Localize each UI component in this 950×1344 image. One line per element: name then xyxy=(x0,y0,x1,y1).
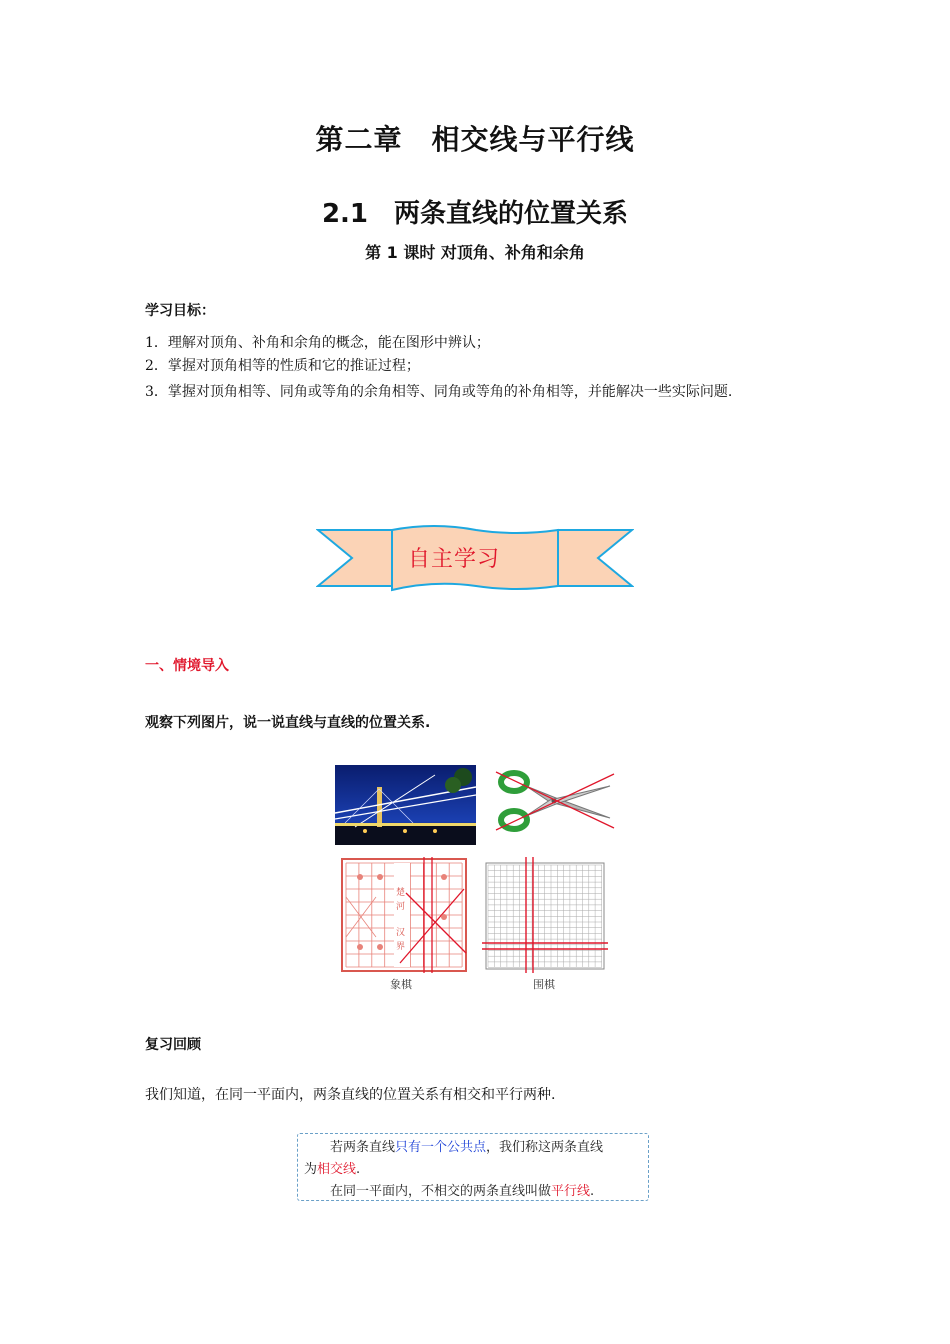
bridge-photo xyxy=(335,765,476,845)
section-one-heading: 一、情境导入 xyxy=(145,658,229,674)
note-text: 若两条直线 xyxy=(330,1140,396,1155)
river-char-3: 汉 xyxy=(396,928,406,938)
note-text: . xyxy=(356,1162,361,1177)
note-text: 为 xyxy=(304,1162,318,1177)
scissors-icon xyxy=(490,768,616,834)
note-text: . xyxy=(590,1184,595,1199)
note-text: 在同一平面内，不相交的两条直线叫做 xyxy=(330,1184,552,1199)
note-line-2 xyxy=(304,1159,642,1181)
bridge-image-icon xyxy=(335,765,476,845)
chapter-title: 第二章 相交线与平行线 xyxy=(315,123,635,156)
chess-board-icon xyxy=(340,857,468,973)
objective-item-3: 3．掌握对顶角相等、同角或等角的余角相等、同角或等角的补角相等，并能解决一些实际问题. xyxy=(145,384,733,400)
river-char-2: 河 xyxy=(396,902,406,912)
definition-note-box xyxy=(297,1133,649,1201)
note-highlight-parallel: 平行线 xyxy=(551,1184,591,1199)
scissors-figure xyxy=(490,768,616,834)
chess-caption: 象棋 xyxy=(390,978,412,991)
note-highlight-intersecting: 相交线 xyxy=(317,1162,357,1177)
note-highlight-common-point: 只有一个公共点 xyxy=(395,1140,487,1155)
banner-text: 自主学习 xyxy=(408,547,501,572)
go-board xyxy=(482,857,608,973)
lesson-title: 第 1 课时 对顶角、补角和余角 xyxy=(365,243,585,262)
go-board-icon xyxy=(482,857,608,973)
observe-prompt: 观察下列图片，说一说直线与直线的位置关系. xyxy=(145,715,431,731)
note-text: ，我们称这两条直线 xyxy=(486,1140,604,1155)
river-char-4: 界 xyxy=(396,942,406,952)
section-title: 2.1 两条直线的位置关系 xyxy=(321,199,629,229)
objectives-heading: 学习目标： xyxy=(145,303,215,319)
review-heading: 复习回顾 xyxy=(145,1037,201,1053)
chinese-chess-board xyxy=(340,857,468,973)
note-line-1 xyxy=(304,1137,642,1159)
note-line-3 xyxy=(304,1181,642,1203)
objective-item-2: 2．掌握对顶角相等的性质和它的推证过程； xyxy=(145,358,420,374)
go-caption: 围棋 xyxy=(533,978,555,991)
self-study-banner xyxy=(316,524,634,596)
objective-item-1: 1．理解对顶角、补角和余角的概念，能在图形中辨认； xyxy=(145,335,490,351)
river-char-1: 楚 xyxy=(396,888,406,898)
review-text: 我们知道，在同一平面内，两条直线的位置关系有相交和平行两种. xyxy=(145,1087,556,1103)
